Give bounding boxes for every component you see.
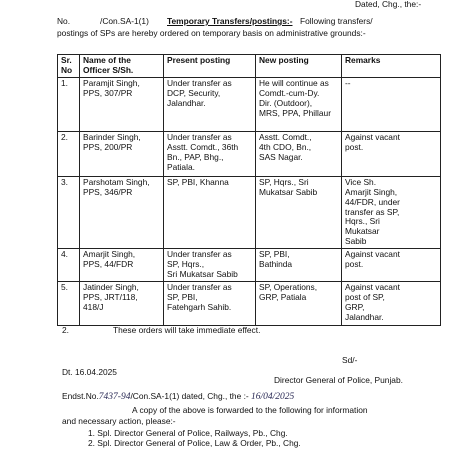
cell-new: SP, PBI, Bathinda — [256, 249, 342, 282]
table-header-row — [58, 55, 441, 78]
cell-new: SP, Hqrs., Sri Mukatsar Sabib — [256, 176, 342, 248]
endorsement-line — [62, 392, 294, 403]
cell-sr: 5. — [58, 281, 80, 325]
cell-remarks: Against vacant post. — [342, 131, 441, 176]
list-item: 1. Spl. Director General of Police, Railways, Pb., Chg. — [88, 428, 288, 438]
cell-new: He will continue as Comdt.-cum-Dy. Dir. (Outdoor), MRS, PPA, Phillaur — [256, 77, 342, 131]
cell-new: SP, Operations, GRP, Patiala — [256, 281, 342, 325]
dated-line: Dated, Chg., the:- — [355, 0, 422, 9]
body-text-line2: postings of SPs are hereby ordered on temporary basis on administrative grounds:- — [57, 28, 366, 38]
table-row — [58, 249, 441, 282]
cell-present: Under transfer as DCP, Security, Jalandhar. — [164, 77, 256, 131]
col-header-new: New posting — [256, 55, 342, 78]
subject-heading: Temporary Transfers/postings:- — [167, 16, 293, 26]
signature-sd: Sd/- — [342, 355, 358, 365]
table-row — [58, 77, 441, 131]
cell-remarks: Against vacant post of SP, GRP, Jalandhar. — [342, 281, 441, 325]
table-row — [58, 176, 441, 248]
cell-remarks: -- — [342, 77, 441, 131]
cell-name: Paramjit Singh, PPS, 307/PR — [80, 77, 164, 131]
endorsement-text-line2: A copy of the above is forwarded to the following for information — [132, 405, 368, 415]
para2-number: 2. — [62, 325, 69, 335]
cell-sr: 4. — [58, 249, 80, 282]
cell-sr: 1. — [58, 77, 80, 131]
endorsement-text-line3: and necessary action, please:- — [62, 416, 176, 426]
order-number-prefix: No. — [57, 16, 71, 26]
cell-name: Jatinder Singh, PPS, JRT/118, 418/J — [80, 281, 164, 325]
order-reference: /Con.SA-1(1) — [100, 16, 149, 26]
endorsement-reference: /Con.SA-1(1) dated, Chg., the :- — [130, 391, 249, 401]
cc-list — [88, 428, 301, 448]
para2-text: These orders will take immediate effect. — [113, 325, 261, 335]
cell-new: Asstt. Comdt., 4th CDO, Bn., SAS Nagar. — [256, 131, 342, 176]
cell-present: Under transfer as SP, Hqrs., Sri Mukatsar Sabib — [164, 249, 256, 282]
transfers-table — [57, 54, 441, 326]
col-header-present: Present posting — [164, 55, 256, 78]
list-item: 2. Spl. Director General of Police, Law & Order, Pb., Chg. — [88, 438, 301, 449]
cell-name: Amarjit Singh, PPS, 44/FDR — [80, 249, 164, 282]
cell-present: Under transfer as SP, PBI, Fatehgarh Sahib. — [164, 281, 256, 325]
signature-designation: Director General of Police, Punjab. — [274, 375, 403, 385]
table-row — [58, 281, 441, 325]
cell-name: Barinder Singh, PPS, 200/PR — [80, 131, 164, 176]
col-header-name: Name of the Officer S/Sh. — [80, 55, 164, 78]
cell-present: Under transfer as Asstt. Comdt., 36th Bn., PAP, Bhg., Patiala. — [164, 131, 256, 176]
cell-sr: 3. — [58, 176, 80, 248]
cell-remarks: Against vacant post. — [342, 249, 441, 282]
table-row — [58, 131, 441, 176]
cell-name: Parshotam Singh, PPS, 346/PR — [80, 176, 164, 248]
col-header-sr: Sr. No — [58, 55, 80, 78]
endorsement-prefix: Endst.No. — [62, 391, 99, 401]
cell-present: SP, PBI, Khanna — [164, 176, 256, 248]
endorsement-date-handwritten: 16/04/2025 — [251, 392, 295, 402]
col-header-remarks: Remarks — [342, 55, 441, 78]
cell-sr: 2. — [58, 131, 80, 176]
endorsement-number-handwritten: 7437-94 — [98, 392, 131, 402]
cell-remarks: Vice Sh. Amarjit Singh, 44/FDR, under transfer as SP, Hqrs., Sri Mukatsar Sabib — [342, 176, 441, 248]
body-text-line1: Following transfers/ — [300, 16, 373, 26]
order-date: Dt. 16.04.2025 — [62, 367, 117, 377]
